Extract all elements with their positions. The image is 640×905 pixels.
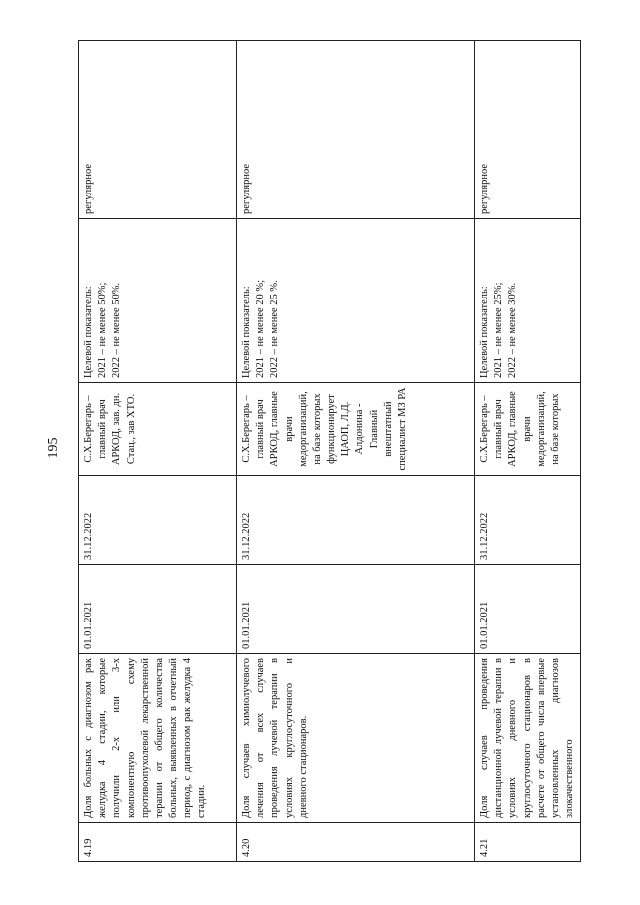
target-2021: 2021 – не менее 25%; [493, 282, 505, 378]
measures-table [78, 40, 581, 862]
page-number: 195 [46, 437, 61, 459]
periodicity: регулярное [79, 41, 237, 219]
target-title: Целевой показатель: [241, 286, 252, 378]
end-date: 31.12.2022 [237, 476, 475, 565]
target-indicator [237, 219, 475, 383]
periodicity: регулярное [475, 41, 581, 219]
measure-description: Доля больных с диагнозом рак желудка 4 стадии, которые получили 2-х или 3-х компонентную схему противоопухолевой лекарственной терапии от общего количества больных, выявленных в отчетный период, с диагнозом рак желудка 4 стадии. [79, 654, 237, 823]
row-number: 4.20 [237, 823, 475, 862]
table-row [237, 41, 475, 862]
rotated-table-wrapper [78, 40, 576, 862]
responsible-person: С.Х.Берегарь – главный врач АРКОД, зав. дн. Стац., зав ХТО. [79, 383, 237, 476]
target-title: Целевой показатель: [479, 286, 490, 378]
measure-description: Доля случаев проведения дистанционной лучевой терапии в условиях дневного и круглосуточного стационаров в расчете от общего числа впервые установленных диагнозов злокачественного [475, 654, 581, 823]
periodicity: регулярное [237, 41, 475, 219]
target-2022: 2022 – не менее 30%. [507, 282, 519, 378]
table-row [79, 41, 237, 862]
target-indicator [79, 219, 237, 383]
start-date: 01.01.2021 [237, 565, 475, 654]
target-title: Целевой показатель: [83, 286, 94, 378]
start-date: 01.01.2021 [475, 565, 581, 654]
target-2022: 2022 – не менее 50%. [111, 282, 123, 378]
measure-description: Доля случаев химиолучевого лечения от всех случаев проведения лучевой терапии в условиях круглосуточного и дневного стационаров. [237, 654, 475, 823]
table-viewport [78, 40, 576, 862]
target-2021: 2021 – не менее 20 %; [255, 279, 267, 378]
target-2021: 2021 – не менее 50%; [97, 282, 109, 378]
responsible-person: С.Х.Берегарь – главный врач АРКОД, главные врачи медорганизаций, на базе которых функционирует ЦАОП, Л.Д. Алдонина - Главный внештатный специалист МЗ РА [237, 383, 475, 476]
responsible-person: С.Х.Берегарь – главный врач АРКОД, главные врачи медорганизаций, на базе которых [475, 383, 581, 476]
row-number: 4.19 [79, 823, 237, 862]
row-number: 4.21 [475, 823, 581, 862]
end-date: 31.12.2022 [475, 476, 581, 565]
target-2022: 2022 – не менее 25 %. [269, 280, 281, 378]
target-indicator [475, 219, 581, 383]
start-date: 01.01.2021 [79, 565, 237, 654]
table-row [475, 41, 581, 862]
end-date: 31.12.2022 [79, 476, 237, 565]
